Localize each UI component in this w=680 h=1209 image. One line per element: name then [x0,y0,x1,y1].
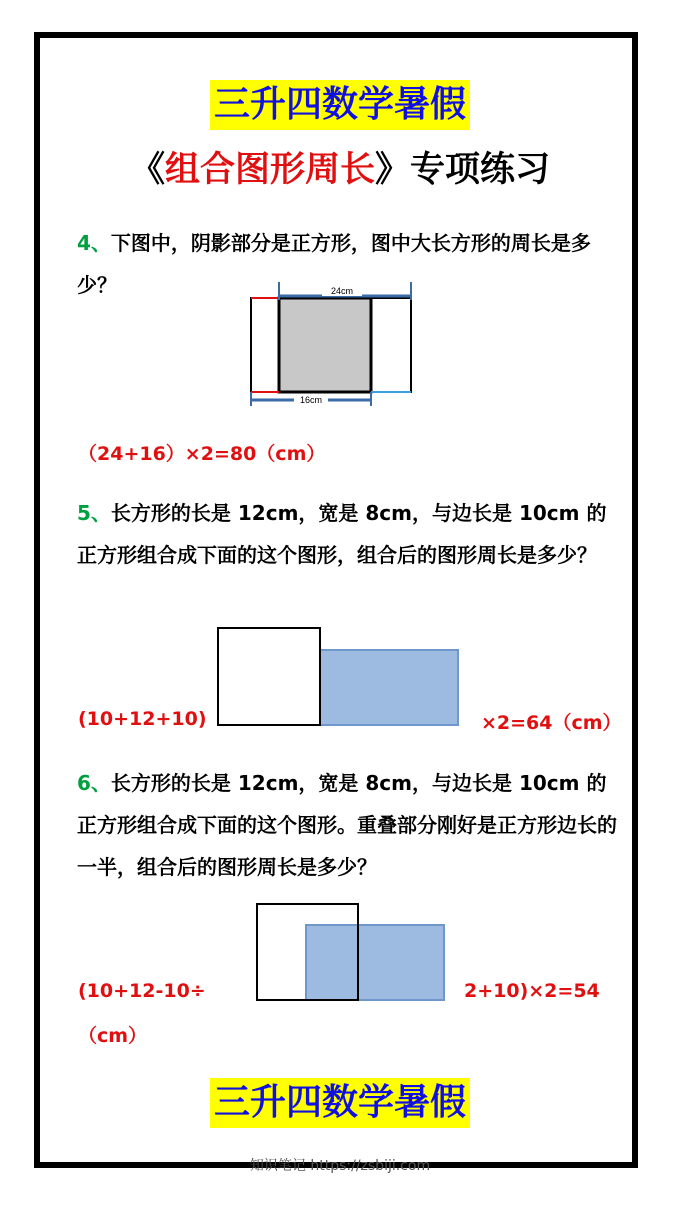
watermark: 知识笔记 https://zsbiji.com [249,1158,431,1174]
subtitle-open-bracket: 《 [129,150,165,190]
question-5-number: 5、 [77,501,111,525]
question-5 [77,492,617,576]
q5-figure [215,625,463,729]
question-5-text: 长方形的长是 12cm，宽是 8cm，与边长是 10cm 的正方形组合成下面的这个图形，组合后的图形周长是多少？ [77,501,607,567]
question-6-number: 6、 [77,771,111,795]
subtitle-rest: 专项练习 [410,150,551,190]
q4-figure [246,280,418,410]
q6-answer-unit: （cm） [78,1025,148,1047]
q5-square [218,628,320,725]
q4-answer: （24+16）×2=80（cm） [78,443,326,465]
q4-shaded-square [279,298,371,392]
subtitle-highlight: 组合图形周长 [164,150,375,190]
question-4-number: 4、 [77,231,111,255]
q6-blue-rectangle [306,925,444,1000]
title-banner: 三升四数学暑假 [210,80,470,130]
q5-blue-rectangle [320,650,458,725]
q4-top-label: 24cm [330,286,354,296]
q6-answer-left: (10+12-10÷ [78,980,206,1002]
subtitle [0,146,680,194]
footer-banner: 三升四数学暑假 [210,1078,470,1128]
q5-answer-right: ×2=64（cm） [481,712,622,734]
q6-answer-right: 2+10)×2=54 [464,980,600,1002]
question-6-text: 长方形的长是 12cm，宽是 8cm，与边长是 10cm 的正方形组合成下面的这个图形。重叠部分刚好是正方形边长的一半，组合后的图形周长是多少？ [77,771,617,879]
q6-figure [254,901,448,1003]
subtitle-close-bracket: 》 [375,150,411,190]
q5-answer-left: (10+12+10) [78,708,207,730]
q4-bottom-label: 16cm [299,395,323,405]
question-4-text: 下图中，阴影部分是正方形，图中大长方形的周长是多少？ [77,231,591,297]
question-6 [77,762,617,888]
